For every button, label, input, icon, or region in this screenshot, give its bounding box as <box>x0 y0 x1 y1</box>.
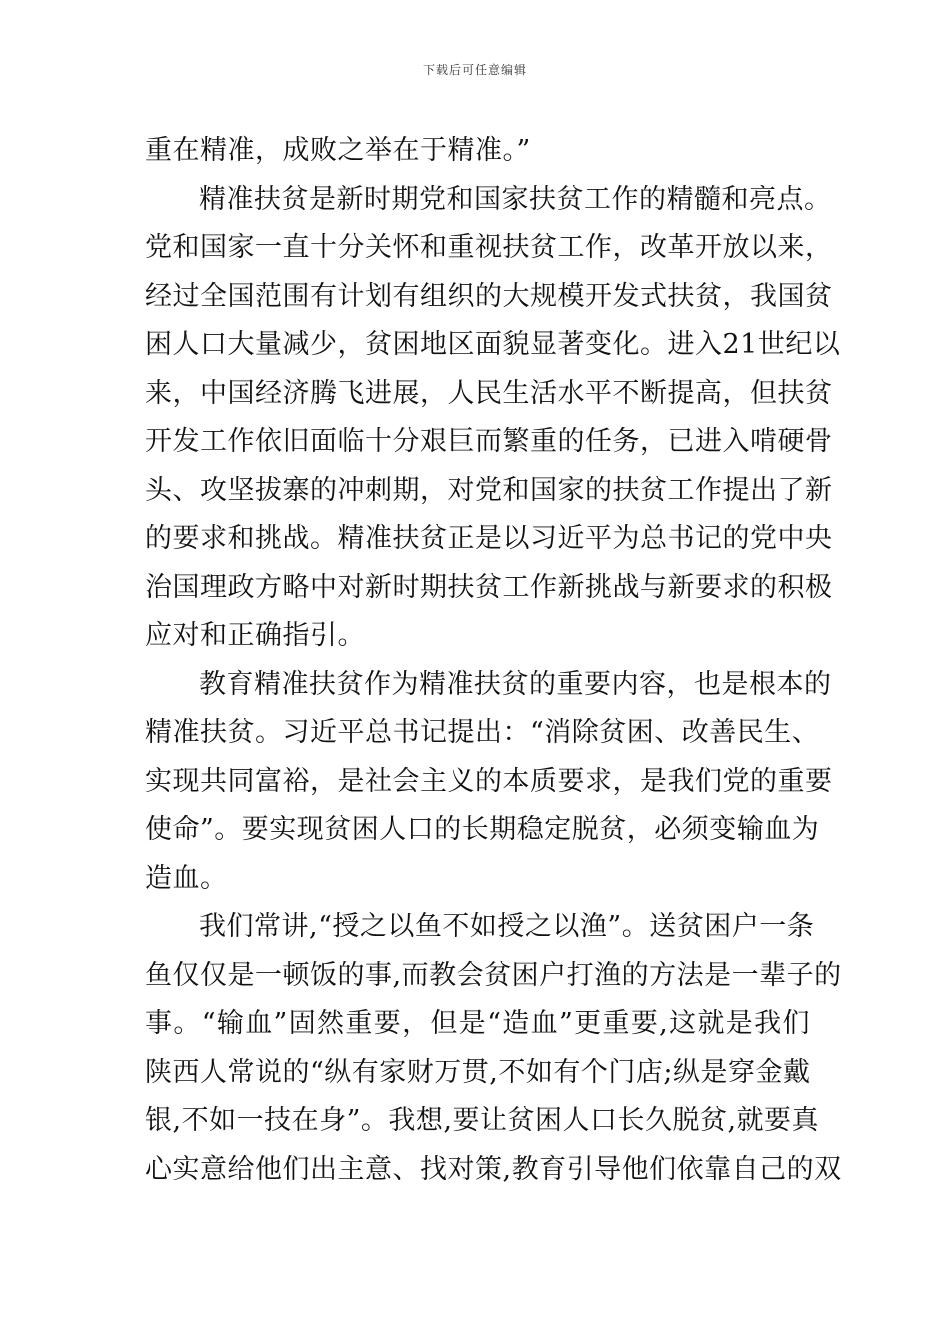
text-line: 造血。 <box>145 862 228 894</box>
text-line: 开发工作依旧面临十分艰巨而繁重的任务，已进入啃硬骨 <box>145 426 833 457</box>
text-line: 实现共同富裕，是社会主义的本质要求，是我们党的重要 <box>145 765 833 797</box>
text-line: 来，中国经济腾飞进展，人民生活水平不断提高，但扶贫 <box>145 377 833 409</box>
paragraph-first-line: 教育精准扶贫作为精准扶贫的重要内容，也是根本的 <box>199 668 832 700</box>
text-line: 使命”。要实现贫困人口的长期稳定脱贫，必须变输血为 <box>145 814 820 845</box>
text-line: 的要求和挑战。精准扶贫正是以习近平为总书记的党中央 <box>145 523 833 554</box>
text-line: 心实意给他们出主意、找对策,教育引导他们依靠自己的双 <box>145 1153 842 1185</box>
document-body <box>145 127 842 1194</box>
text-line: 事。“输血”固然重要，但是“造血”更重要,这就是我们 <box>145 1008 810 1039</box>
text-line: 应对和正确指引。 <box>145 620 365 651</box>
text-line: 治国理政方略中对新时期扶贫工作新挑战与新要求的积极 <box>145 571 833 603</box>
text-line: 头、攻坚拔寨的冲刺期，对党和国家的扶贫工作提出了新 <box>145 474 833 506</box>
text-line: 困人口大量减少，贫困地区面貌显著变化。进入21世纪以 <box>145 329 841 360</box>
text-line: 重在精准，成败之举在于精准。” <box>145 135 531 166</box>
text-line: 经过全国范围有计划有组织的大规模开发式扶贫，我国贫 <box>145 280 833 312</box>
text-line: 银,不如一技在身”。我想,要让贫困人口长久脱贫,就要真 <box>145 1105 820 1136</box>
text-line: 精准扶贫。习近平总书记提出：“消除贫困、改善民生、 <box>145 717 820 748</box>
page-header: 下载后可任意编辑 <box>422 63 527 77</box>
paragraph-first-line: 精准扶贫是新时期党和国家扶贫工作的精髓和亮点。 <box>199 183 832 215</box>
text-line: 陕西人常说的“纵有家财万贯,不如有个门店;纵是穿金戴 <box>145 1056 811 1088</box>
text-line: 鱼仅仅是一顿饭的事,而教会贫困户打渔的方法是一辈子的 <box>145 959 842 991</box>
paragraph-first-line: 我们常讲,“授之以鱼不如授之以渔”。送贫困户一条 <box>199 911 815 942</box>
text-line: 党和国家一直十分关怀和重视扶贫工作，改革开放以来， <box>145 232 833 263</box>
